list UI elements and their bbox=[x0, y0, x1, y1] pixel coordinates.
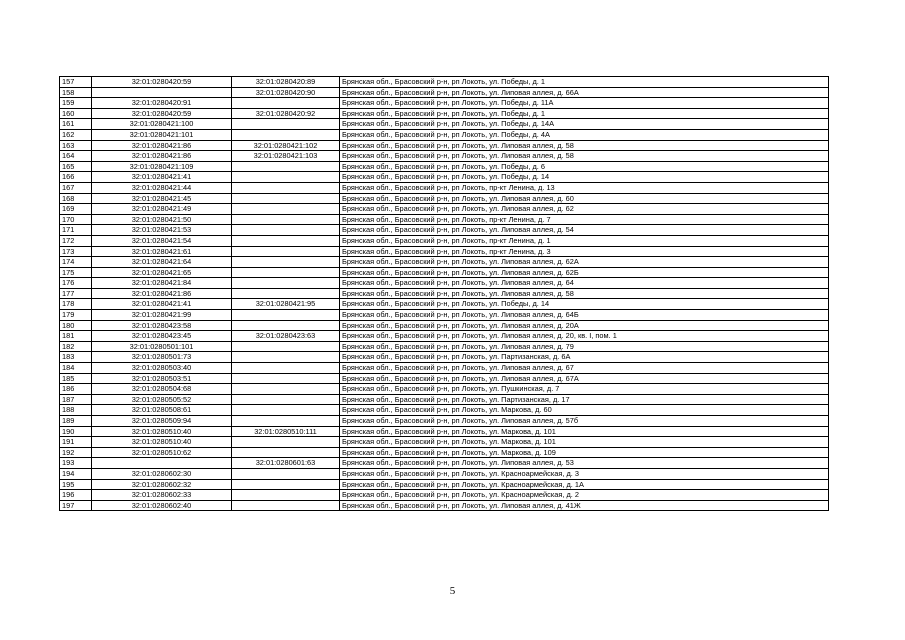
table-row bbox=[60, 331, 829, 342]
related-cadastral-number-cell bbox=[232, 437, 340, 448]
table-row bbox=[60, 405, 829, 416]
cadastral-table-body bbox=[60, 77, 829, 511]
row-number-cell: 178 bbox=[60, 299, 92, 310]
related-cadastral-number-cell: 32:01:0280510:111 bbox=[232, 426, 340, 437]
address-cell: Брянская обл., Брасовский р-н, рп Локоть, ул. Липовая аллея, д. 67 bbox=[340, 363, 829, 374]
table-row bbox=[60, 384, 829, 395]
cadastral-number-cell: 32:01:0280423:58 bbox=[92, 320, 232, 331]
address-cell: Брянская обл., Брасовский р-н, рп Локоть, ул. Липовая аллея, д. 53 bbox=[340, 458, 829, 469]
related-cadastral-number-cell bbox=[232, 267, 340, 278]
related-cadastral-number-cell bbox=[232, 447, 340, 458]
related-cadastral-number-cell bbox=[232, 246, 340, 257]
address-cell: Брянская обл., Брасовский р-н, рп Локоть, ул. Партизанская, д. 6А bbox=[340, 352, 829, 363]
address-cell: Брянская обл., Брасовский р-н, рп Локоть, ул. Красноармейская, д. 2 bbox=[340, 490, 829, 501]
address-cell: Брянская обл., Брасовский р-н, рп Локоть, ул. Липовая аллея, д. 62Б bbox=[340, 267, 829, 278]
cadastral-number-cell: 32:01:0280510:62 bbox=[92, 447, 232, 458]
address-cell: Брянская обл., Брасовский р-н, рп Локоть, ул. Липовая аллея, д. 62 bbox=[340, 204, 829, 215]
table-row bbox=[60, 426, 829, 437]
row-number-cell: 194 bbox=[60, 468, 92, 479]
address-cell: Брянская обл., Брасовский р-н, рп Локоть, пр-кт Ленина, д. 7 bbox=[340, 214, 829, 225]
row-number-cell: 187 bbox=[60, 394, 92, 405]
address-cell: Брянская обл., Брасовский р-н, рп Локоть, ул. Липовая аллея, д. 57б bbox=[340, 416, 829, 427]
row-number-cell: 185 bbox=[60, 373, 92, 384]
related-cadastral-number-cell: 32:01:0280420:92 bbox=[232, 108, 340, 119]
cadastral-number-cell: 32:01:0280421:53 bbox=[92, 225, 232, 236]
related-cadastral-number-cell bbox=[232, 363, 340, 374]
row-number-cell: 196 bbox=[60, 490, 92, 501]
table-row bbox=[60, 394, 829, 405]
related-cadastral-number-cell bbox=[232, 479, 340, 490]
cadastral-number-cell: 32:01:0280421:44 bbox=[92, 182, 232, 193]
address-cell: Брянская обл., Брасовский р-н, рп Локоть, ул. Победы, д. 1 bbox=[340, 77, 829, 88]
row-number-cell: 174 bbox=[60, 257, 92, 268]
related-cadastral-number-cell bbox=[232, 288, 340, 299]
table-row bbox=[60, 299, 829, 310]
row-number-cell: 193 bbox=[60, 458, 92, 469]
related-cadastral-number-cell bbox=[232, 405, 340, 416]
cadastral-number-cell: 32:01:0280421:41 bbox=[92, 299, 232, 310]
row-number-cell: 197 bbox=[60, 500, 92, 511]
row-number-cell: 162 bbox=[60, 129, 92, 140]
related-cadastral-number-cell bbox=[232, 352, 340, 363]
cadastral-number-cell: 32:01:0280602:33 bbox=[92, 490, 232, 501]
address-cell: Брянская обл., Брасовский р-н, рп Локоть, ул. Липовая аллея, д. 79 bbox=[340, 341, 829, 352]
row-number-cell: 180 bbox=[60, 320, 92, 331]
related-cadastral-number-cell bbox=[232, 235, 340, 246]
row-number-cell: 176 bbox=[60, 278, 92, 289]
row-number-cell: 179 bbox=[60, 310, 92, 321]
row-number-cell: 160 bbox=[60, 108, 92, 119]
address-cell: Брянская обл., Брасовский р-н, рп Локоть, ул. Победы, д. 6 bbox=[340, 161, 829, 172]
cadastral-number-cell: 32:01:0280420:59 bbox=[92, 108, 232, 119]
table-row bbox=[60, 437, 829, 448]
row-number-cell: 157 bbox=[60, 77, 92, 88]
table-row bbox=[60, 108, 829, 119]
row-number-cell: 169 bbox=[60, 204, 92, 215]
table-row bbox=[60, 363, 829, 374]
address-cell: Брянская обл., Брасовский р-н, рп Локоть, ул. Победы, д. 14А bbox=[340, 119, 829, 130]
table-row bbox=[60, 246, 829, 257]
table-row bbox=[60, 267, 829, 278]
row-number-cell: 184 bbox=[60, 363, 92, 374]
cadastral-number-cell: 32:01:0280421:101 bbox=[92, 129, 232, 140]
table-row bbox=[60, 320, 829, 331]
address-cell: Брянская обл., Брасовский р-н, рп Локоть, пр-кт Ленина, д. 1 bbox=[340, 235, 829, 246]
related-cadastral-number-cell: 32:01:0280420:90 bbox=[232, 87, 340, 98]
cadastral-number-cell: 32:01:0280505:52 bbox=[92, 394, 232, 405]
related-cadastral-number-cell bbox=[232, 384, 340, 395]
row-number-cell: 192 bbox=[60, 447, 92, 458]
table-row bbox=[60, 468, 829, 479]
related-cadastral-number-cell: 32:01:0280421:103 bbox=[232, 151, 340, 162]
table-row bbox=[60, 479, 829, 490]
table-row bbox=[60, 257, 829, 268]
cadastral-number-cell: 32:01:0280508:61 bbox=[92, 405, 232, 416]
address-cell: Брянская обл., Брасовский р-н, рп Локоть, ул. Маркова, д. 60 bbox=[340, 405, 829, 416]
cadastral-number-cell: 32:01:0280509:94 bbox=[92, 416, 232, 427]
related-cadastral-number-cell bbox=[232, 129, 340, 140]
cadastral-number-cell: 32:01:0280501:101 bbox=[92, 341, 232, 352]
address-cell: Брянская обл., Брасовский р-н, рп Локоть, ул. Маркова, д. 109 bbox=[340, 447, 829, 458]
related-cadastral-number-cell bbox=[232, 490, 340, 501]
row-number-cell: 177 bbox=[60, 288, 92, 299]
related-cadastral-number-cell bbox=[232, 341, 340, 352]
table-row bbox=[60, 214, 829, 225]
row-number-cell: 191 bbox=[60, 437, 92, 448]
table-row bbox=[60, 373, 829, 384]
address-cell: Брянская обл., Брасовский р-н, рп Локоть, ул. Липовая аллея, д. 66А bbox=[340, 87, 829, 98]
address-cell: Брянская обл., Брасовский р-н, рп Локоть, ул. Маркова, д. 101 bbox=[340, 426, 829, 437]
cadastral-number-cell bbox=[92, 458, 232, 469]
related-cadastral-number-cell bbox=[232, 500, 340, 511]
related-cadastral-number-cell bbox=[232, 257, 340, 268]
cadastral-number-cell: 32:01:0280602:40 bbox=[92, 500, 232, 511]
cadastral-number-cell: 32:01:0280602:32 bbox=[92, 479, 232, 490]
row-number-cell: 183 bbox=[60, 352, 92, 363]
related-cadastral-number-cell bbox=[232, 320, 340, 331]
related-cadastral-number-cell: 32:01:0280423:63 bbox=[232, 331, 340, 342]
row-number-cell: 166 bbox=[60, 172, 92, 183]
table-row bbox=[60, 193, 829, 204]
page-number: 5 bbox=[449, 585, 456, 597]
address-cell: Брянская обл., Брасовский р-н, рп Локоть, ул. Победы, д. 14 bbox=[340, 299, 829, 310]
related-cadastral-number-cell bbox=[232, 468, 340, 479]
table-row bbox=[60, 87, 829, 98]
address-cell: Брянская обл., Брасовский р-н, рп Локоть, пр-кт Ленина, д. 3 bbox=[340, 246, 829, 257]
address-cell: Брянская обл., Брасовский р-н, рп Локоть, ул. Липовая аллея, д. 58 bbox=[340, 140, 829, 151]
cadastral-number-cell: 32:01:0280421:100 bbox=[92, 119, 232, 130]
cadastral-number-cell: 32:01:0280421:109 bbox=[92, 161, 232, 172]
address-cell: Брянская обл., Брасовский р-н, рп Локоть, ул. Липовая аллея, д. 41Ж bbox=[340, 500, 829, 511]
row-number-cell: 164 bbox=[60, 151, 92, 162]
table-row bbox=[60, 98, 829, 109]
address-cell: Брянская обл., Брасовский р-н, рп Локоть, ул. Липовая аллея, д. 67А bbox=[340, 373, 829, 384]
address-cell: Брянская обл., Брасовский р-н, рп Локоть, ул. Красноармейская, д. 3 bbox=[340, 468, 829, 479]
related-cadastral-number-cell bbox=[232, 416, 340, 427]
related-cadastral-number-cell: 32:01:0280420:89 bbox=[232, 77, 340, 88]
related-cadastral-number-cell bbox=[232, 182, 340, 193]
related-cadastral-number-cell: 32:01:0280601:63 bbox=[232, 458, 340, 469]
address-cell: Брянская обл., Брасовский р-н, рп Локоть, ул. Пушкинская, д. 7 bbox=[340, 384, 829, 395]
related-cadastral-number-cell bbox=[232, 119, 340, 130]
related-cadastral-number-cell: 32:01:0280421:95 bbox=[232, 299, 340, 310]
table-row bbox=[60, 161, 829, 172]
cadastral-table bbox=[59, 76, 829, 511]
address-cell: Брянская обл., Брасовский р-н, рп Локоть, ул. Красноармейская, д. 1А bbox=[340, 479, 829, 490]
cadastral-number-cell: 32:01:0280503:40 bbox=[92, 363, 232, 374]
cadastral-number-cell: 32:01:0280420:59 bbox=[92, 77, 232, 88]
table-row bbox=[60, 182, 829, 193]
row-number-cell: 195 bbox=[60, 479, 92, 490]
table-row bbox=[60, 77, 829, 88]
table-row bbox=[60, 204, 829, 215]
cadastral-number-cell: 32:01:0280421:41 bbox=[92, 172, 232, 183]
table-row bbox=[60, 341, 829, 352]
cadastral-number-cell: 32:01:0280421:84 bbox=[92, 278, 232, 289]
cadastral-number-cell: 32:01:0280421:61 bbox=[92, 246, 232, 257]
table-row bbox=[60, 129, 829, 140]
row-number-cell: 188 bbox=[60, 405, 92, 416]
cadastral-number-cell: 32:01:0280421:99 bbox=[92, 310, 232, 321]
related-cadastral-number-cell bbox=[232, 310, 340, 321]
related-cadastral-number-cell bbox=[232, 394, 340, 405]
table-row bbox=[60, 235, 829, 246]
cadastral-number-cell: 32:01:0280420:91 bbox=[92, 98, 232, 109]
row-number-cell: 175 bbox=[60, 267, 92, 278]
row-number-cell: 189 bbox=[60, 416, 92, 427]
address-cell: Брянская обл., Брасовский р-н, рп Локоть, ул. Липовая аллея, д. 62А bbox=[340, 257, 829, 268]
table-row bbox=[60, 140, 829, 151]
address-cell: Брянская обл., Брасовский р-н, рп Локоть, ул. Победы, д. 11А bbox=[340, 98, 829, 109]
address-cell: Брянская обл., Брасовский р-н, рп Локоть, ул. Липовая аллея, д. 64Б bbox=[340, 310, 829, 321]
cadastral-number-cell: 32:01:0280421:86 bbox=[92, 140, 232, 151]
table-row bbox=[60, 458, 829, 469]
address-cell: Брянская обл., Брасовский р-н, рп Локоть, ул. Липовая аллея, д. 64 bbox=[340, 278, 829, 289]
address-cell: Брянская обл., Брасовский р-н, рп Локоть, ул. Победы, д. 1 bbox=[340, 108, 829, 119]
related-cadastral-number-cell bbox=[232, 98, 340, 109]
cadastral-number-cell: 32:01:0280421:64 bbox=[92, 257, 232, 268]
address-cell: Брянская обл., Брасовский р-н, рп Локоть, ул. Липовая аллея, д. 58 bbox=[340, 151, 829, 162]
related-cadastral-number-cell bbox=[232, 204, 340, 215]
row-number-cell: 158 bbox=[60, 87, 92, 98]
table-row bbox=[60, 490, 829, 501]
cadastral-number-cell: 32:01:0280421:54 bbox=[92, 235, 232, 246]
cadastral-number-cell: 32:01:0280510:40 bbox=[92, 437, 232, 448]
row-number-cell: 161 bbox=[60, 119, 92, 130]
related-cadastral-number-cell bbox=[232, 278, 340, 289]
table-row bbox=[60, 172, 829, 183]
cadastral-number-cell: 32:01:0280423:45 bbox=[92, 331, 232, 342]
cadastral-number-cell: 32:01:0280503:51 bbox=[92, 373, 232, 384]
cadastral-number-cell: 32:01:0280421:45 bbox=[92, 193, 232, 204]
row-number-cell: 186 bbox=[60, 384, 92, 395]
related-cadastral-number-cell bbox=[232, 172, 340, 183]
related-cadastral-number-cell bbox=[232, 161, 340, 172]
table-row bbox=[60, 278, 829, 289]
address-cell: Брянская обл., Брасовский р-н, рп Локоть, ул. Липовая аллея, д. 20, кв. I, пом. 1 bbox=[340, 331, 829, 342]
cadastral-number-cell: 32:01:0280421:86 bbox=[92, 288, 232, 299]
cadastral-number-cell: 32:01:0280421:86 bbox=[92, 151, 232, 162]
address-cell: Брянская обл., Брасовский р-н, рп Локоть, ул. Липовая аллея, д. 60 bbox=[340, 193, 829, 204]
row-number-cell: 165 bbox=[60, 161, 92, 172]
address-cell: Брянская обл., Брасовский р-н, рп Локоть, ул. Партизанская, д. 17 bbox=[340, 394, 829, 405]
related-cadastral-number-cell: 32:01:0280421:102 bbox=[232, 140, 340, 151]
row-number-cell: 171 bbox=[60, 225, 92, 236]
table-row bbox=[60, 500, 829, 511]
table-row bbox=[60, 288, 829, 299]
cadastral-number-cell bbox=[92, 87, 232, 98]
cadastral-number-cell: 32:01:0280421:50 bbox=[92, 214, 232, 225]
related-cadastral-number-cell bbox=[232, 193, 340, 204]
row-number-cell: 172 bbox=[60, 235, 92, 246]
address-cell: Брянская обл., Брасовский р-н, рп Локоть, пр-кт Ленина, д. 13 bbox=[340, 182, 829, 193]
table-row bbox=[60, 416, 829, 427]
row-number-cell: 173 bbox=[60, 246, 92, 257]
table-row bbox=[60, 225, 829, 236]
address-cell: Брянская обл., Брасовский р-н, рп Локоть, ул. Липовая аллея, д. 58 bbox=[340, 288, 829, 299]
address-cell: Брянская обл., Брасовский р-н, рп Локоть, ул. Липовая аллея, д. 20А bbox=[340, 320, 829, 331]
address-cell: Брянская обл., Брасовский р-н, рп Локоть, ул. Липовая аллея, д. 54 bbox=[340, 225, 829, 236]
row-number-cell: 168 bbox=[60, 193, 92, 204]
address-cell: Брянская обл., Брасовский р-н, рп Локоть, ул. Победы, д. 14 bbox=[340, 172, 829, 183]
table-row bbox=[60, 119, 829, 130]
row-number-cell: 170 bbox=[60, 214, 92, 225]
related-cadastral-number-cell bbox=[232, 214, 340, 225]
row-number-cell: 190 bbox=[60, 426, 92, 437]
row-number-cell: 167 bbox=[60, 182, 92, 193]
cadastral-number-cell: 32:01:0280421:65 bbox=[92, 267, 232, 278]
cadastral-number-cell: 32:01:0280501:73 bbox=[92, 352, 232, 363]
related-cadastral-number-cell bbox=[232, 373, 340, 384]
row-number-cell: 159 bbox=[60, 98, 92, 109]
table-row bbox=[60, 447, 829, 458]
related-cadastral-number-cell bbox=[232, 225, 340, 236]
row-number-cell: 163 bbox=[60, 140, 92, 151]
cadastral-number-cell: 32:01:0280602:30 bbox=[92, 468, 232, 479]
table-row bbox=[60, 352, 829, 363]
address-cell: Брянская обл., Брасовский р-н, рп Локоть, ул. Победы, д. 4А bbox=[340, 129, 829, 140]
table-row bbox=[60, 151, 829, 162]
row-number-cell: 182 bbox=[60, 341, 92, 352]
cadastral-number-cell: 32:01:0280504:68 bbox=[92, 384, 232, 395]
cadastral-number-cell: 32:01:0280510:40 bbox=[92, 426, 232, 437]
cadastral-number-cell: 32:01:0280421:49 bbox=[92, 204, 232, 215]
table-row bbox=[60, 310, 829, 321]
address-cell: Брянская обл., Брасовский р-н, рп Локоть, ул. Маркова, д. 101 bbox=[340, 437, 829, 448]
row-number-cell: 181 bbox=[60, 331, 92, 342]
